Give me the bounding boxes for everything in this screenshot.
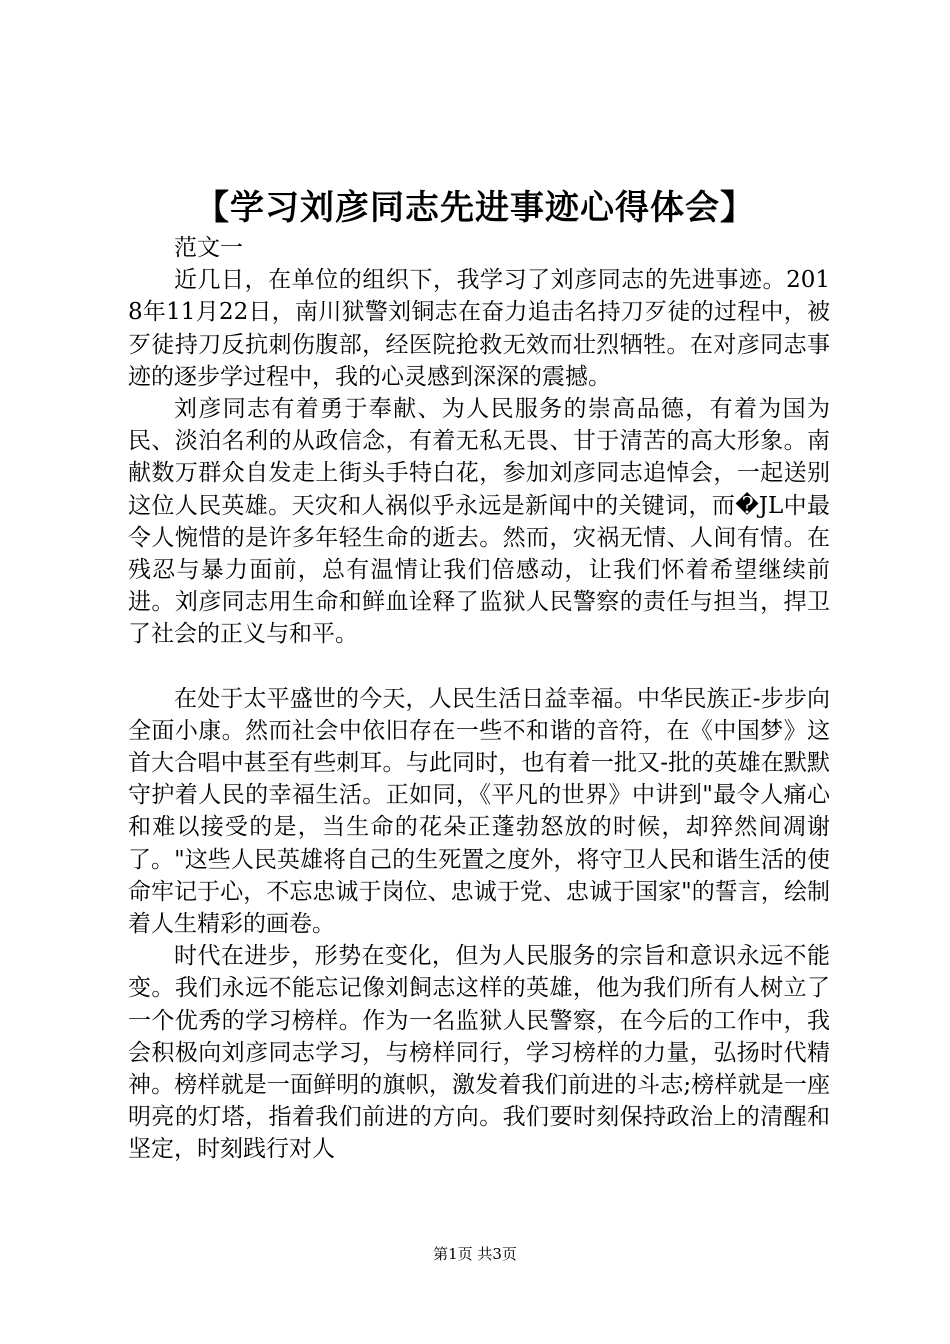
page-footer: 第1页 共3页 [433,1245,517,1263]
document-body [128,232,830,1166]
document-title: 【学习刘彦同志先进事迹心得体会】 [195,188,755,228]
paragraph-3: 在处于太平盛世的今天，人民生活日益幸福。中华民族正-步步向全面小康。然而社会中依旧存在一些不和谐的音符，在《中国梦》这首大合唱中甚至有些刺耳。与此同时，也有着一批又-批的英雄在默默守护着人民的幸福生活。正如同，《平凡的世界》中讲到"最令人痛心和难以接受的是，当生命的花朵正蓬勃怒放的时候，却猝然间凋谢了。"这些人民英雄将自己的生死置之度外，将守卫人民和谐生活的使命牢记于心，不忘忠诚于岗位、忠诚于党、忠诚于国家"的誓言，绘制着人生精彩的画卷。 [128,685,830,938]
paragraph-2: 刘彦同志有着勇于奉献、为人民服务的崇高品德，有着为国为民、淡泊名利的从政信念，有着无私无畏、甘于清苦的高大形象。南献数万群众自发走上街头手特白花，参加刘彦同志追悼会，一起送别这位人民英雄。天灾和人祸似乎永远是新闻中的关键词，而�JL中最令人惋惜的是许多年轻生命的逝去。然而，灾祸无情、人间有情。在残忍与暴力面前，总有温情让我们倍感动，让我们怀着希望继续前进。刘彦同志用生命和鲜血诠释了监狱人民警察的责任与担当，捍卫了社会的正义与和平。 [128,396,830,648]
paragraph-1: 近几日，在单位的组织下，我学习了刘彦同志的先进事迹。2018年11月22日，南川狱警刘铜志在奋力追击名持刀歹徒的过程中，被歹徒持刀反抗刺伤腹部，经医院抢救无效而壮烈牺牲。在对彦同志事迹的逐步学过程中，我的心灵感到深深的震撼。 [128,267,830,390]
paragraph-4: 时代在进步，形势在变化，但为人民服务的宗旨和意识永远不能变。我们永远不能忘记像刘飼志这样的英雄，他为我们所有人树立了一个优秀的学习榜样。作为一名监狱人民警察，在今后的工作中，我会积极向刘彦同志学习，与榜样同行，学习榜样的力量，弘扬时代精神。榜样就是一面鲜明的旗帜，激发着我们前进的斗志;榜样就是一座明亮的灯塔，指着我们前进的方向。我们要时刻保持政治上的清醒和坚定，时刻践行对人 [128,943,830,1163]
section-label: 范文一 [174,235,243,261]
